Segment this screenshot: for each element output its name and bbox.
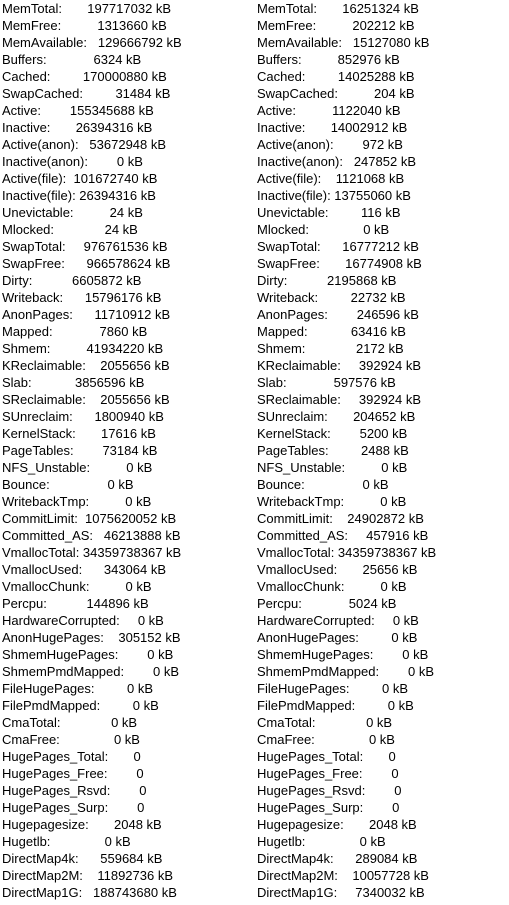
meminfo-left-panel [2,0,252,901]
meminfo-row: KReclaimable: 2055656 kB [2,358,170,373]
meminfo-row: Inactive: 14002912 kB [257,120,408,135]
meminfo-row: DirectMap2M: 11892736 kB [2,868,174,883]
meminfo-row: Cached: 14025288 kB [257,69,415,84]
meminfo-row: VmallocTotal: 34359738367 kB [2,545,182,560]
meminfo-row: Dirty: 6605872 kB [2,273,142,288]
meminfo-row: CmaTotal: 0 kB [2,715,138,730]
meminfo-row: CmaTotal: 0 kB [257,715,393,730]
meminfo-row: FileHugePages: 0 kB [257,681,409,696]
meminfo-row: HugePages_Rsvd: 0 [257,783,402,798]
meminfo-row: VmallocUsed: 25656 kB [257,562,418,577]
meminfo-row: Hugetlb: 0 kB [257,834,386,849]
meminfo-row: Dirty: 2195868 kB [257,273,397,288]
meminfo-row: FilePmdMapped: 0 kB [2,698,159,713]
meminfo-row: HugePages_Total: 0 [257,749,396,764]
meminfo-row: AnonHugePages: 305152 kB [2,630,181,645]
meminfo-row: MemTotal: 16251324 kB [257,1,419,16]
meminfo-row: Hugepagesize: 2048 kB [2,817,162,832]
meminfo-row: WritebackTmp: 0 kB [2,494,152,509]
meminfo-row: Active(file): 101672740 kB [2,171,158,186]
meminfo-row: Mapped: 63416 kB [257,324,406,339]
meminfo-row: VmallocTotal: 34359738367 kB [257,545,437,560]
meminfo-row: SUnreclaim: 1800940 kB [2,409,164,424]
meminfo-row: Active(anon): 972 kB [257,137,403,152]
meminfo-row: Active(anon): 53672948 kB [2,137,167,152]
meminfo-row: WritebackTmp: 0 kB [257,494,407,509]
meminfo-row: Cached: 170000880 kB [2,69,167,84]
meminfo-row: Slab: 597576 kB [257,375,396,390]
meminfo-row: Mlocked: 0 kB [257,222,390,237]
meminfo-row: MemFree: 202212 kB [257,18,415,33]
meminfo-row: HugePages_Total: 0 [2,749,141,764]
meminfo-row: Inactive: 26394316 kB [2,120,153,135]
meminfo-row: SReclaimable: 392924 kB [257,392,422,407]
meminfo-row: PageTables: 73184 kB [2,443,158,458]
meminfo-row: Writeback: 22732 kB [257,290,406,305]
meminfo-row: Hugetlb: 0 kB [2,834,131,849]
meminfo-row: SwapFree: 16774908 kB [257,256,422,271]
meminfo-row: HugePages_Surp: 0 [2,800,145,815]
meminfo-row: HugePages_Free: 0 [2,766,144,781]
meminfo-row: Inactive(file): 13755060 kB [257,188,411,203]
meminfo-row: Hugepagesize: 2048 kB [257,817,417,832]
meminfo-row: MemAvailable: 15127080 kB [257,35,430,50]
meminfo-right-panel [257,0,507,901]
meminfo-row: AnonPages: 246596 kB [257,307,419,322]
meminfo-row: HugePages_Rsvd: 0 [2,783,147,798]
meminfo-row: MemAvailable: 129666792 kB [2,35,182,50]
meminfo-row: Mlocked: 24 kB [2,222,138,237]
meminfo-row: DirectMap1G: 7340032 kB [257,885,425,900]
meminfo-row: KernelStack: 5200 kB [257,426,408,441]
meminfo-row: Unevictable: 116 kB [257,205,401,220]
meminfo-row: Shmem: 41934220 kB [2,341,164,356]
meminfo-row: KReclaimable: 392924 kB [257,358,422,373]
meminfo-row: AnonHugePages: 0 kB [257,630,418,645]
meminfo-row: SwapTotal: 16777212 kB [257,239,419,254]
meminfo-row: HardwareCorrupted: 0 kB [257,613,419,628]
meminfo-row: Inactive(anon): 247852 kB [257,154,416,169]
meminfo-row: ShmemPmdMapped: 0 kB [257,664,435,679]
meminfo-row: NFS_Unstable: 0 kB [2,460,153,475]
meminfo-row: HardwareCorrupted: 0 kB [2,613,164,628]
meminfo-row: SwapFree: 966578624 kB [2,256,171,271]
meminfo-row: Active: 155345688 kB [2,103,154,118]
meminfo-row: Bounce: 0 kB [2,477,134,492]
meminfo-row: VmallocChunk: 0 kB [257,579,407,594]
meminfo-row: MemTotal: 197717032 kB [2,1,172,16]
meminfo-row: CommitLimit: 24902872 kB [257,511,424,526]
meminfo-row: HugePages_Surp: 0 [257,800,400,815]
meminfo-row: HugePages_Free: 0 [257,766,399,781]
meminfo-row: PageTables: 2488 kB [257,443,409,458]
meminfo-row: Active: 1122040 kB [257,103,401,118]
meminfo-row: ShmemPmdMapped: 0 kB [2,664,180,679]
meminfo-row: Buffers: 6324 kB [2,52,142,67]
meminfo-row: FileHugePages: 0 kB [2,681,154,696]
meminfo-row: Committed_AS: 46213888 kB [2,528,181,543]
meminfo-row: Shmem: 2172 kB [257,341,404,356]
meminfo-row: SwapTotal: 976761536 kB [2,239,168,254]
meminfo-row: DirectMap4k: 289084 kB [257,851,418,866]
meminfo-row: SwapCached: 31484 kB [2,86,171,101]
meminfo-row: Slab: 3856596 kB [2,375,145,390]
meminfo-row: CommitLimit: 1075620052 kB [2,511,177,526]
meminfo-row: Committed_AS: 457916 kB [257,528,429,543]
meminfo-row: SUnreclaim: 204652 kB [257,409,416,424]
meminfo-row: Buffers: 852976 kB [257,52,400,67]
meminfo-row: KernelStack: 17616 kB [2,426,156,441]
meminfo-row: Percpu: 144896 kB [2,596,149,611]
meminfo-row: Writeback: 15796176 kB [2,290,162,305]
meminfo-row: Percpu: 5024 kB [257,596,397,611]
meminfo-row: SReclaimable: 2055656 kB [2,392,170,407]
meminfo-row: CmaFree: 0 kB [257,732,395,747]
meminfo-row: DirectMap1G: 188743680 kB [2,885,177,900]
meminfo-row: DirectMap2M: 10057728 kB [257,868,429,883]
meminfo-row: ShmemHugePages: 0 kB [257,647,429,662]
meminfo-row: Inactive(file): 26394316 kB [2,188,156,203]
meminfo-row: Inactive(anon): 0 kB [2,154,143,169]
meminfo-row: MemFree: 1313660 kB [2,18,167,33]
meminfo-row: SwapCached: 204 kB [257,86,415,101]
meminfo-row: FilePmdMapped: 0 kB [257,698,414,713]
meminfo-row: AnonPages: 11710912 kB [2,307,171,322]
meminfo-row: NFS_Unstable: 0 kB [257,460,408,475]
meminfo-row: DirectMap4k: 559684 kB [2,851,163,866]
meminfo-row: ShmemHugePages: 0 kB [2,647,174,662]
meminfo-row: Bounce: 0 kB [257,477,389,492]
meminfo-row: CmaFree: 0 kB [2,732,140,747]
meminfo-row: VmallocUsed: 343064 kB [2,562,167,577]
meminfo-row: VmallocChunk: 0 kB [2,579,152,594]
meminfo-row: Mapped: 7860 kB [2,324,148,339]
meminfo-row: Active(file): 1121068 kB [257,171,405,186]
meminfo-row: Unevictable: 24 kB [2,205,143,220]
